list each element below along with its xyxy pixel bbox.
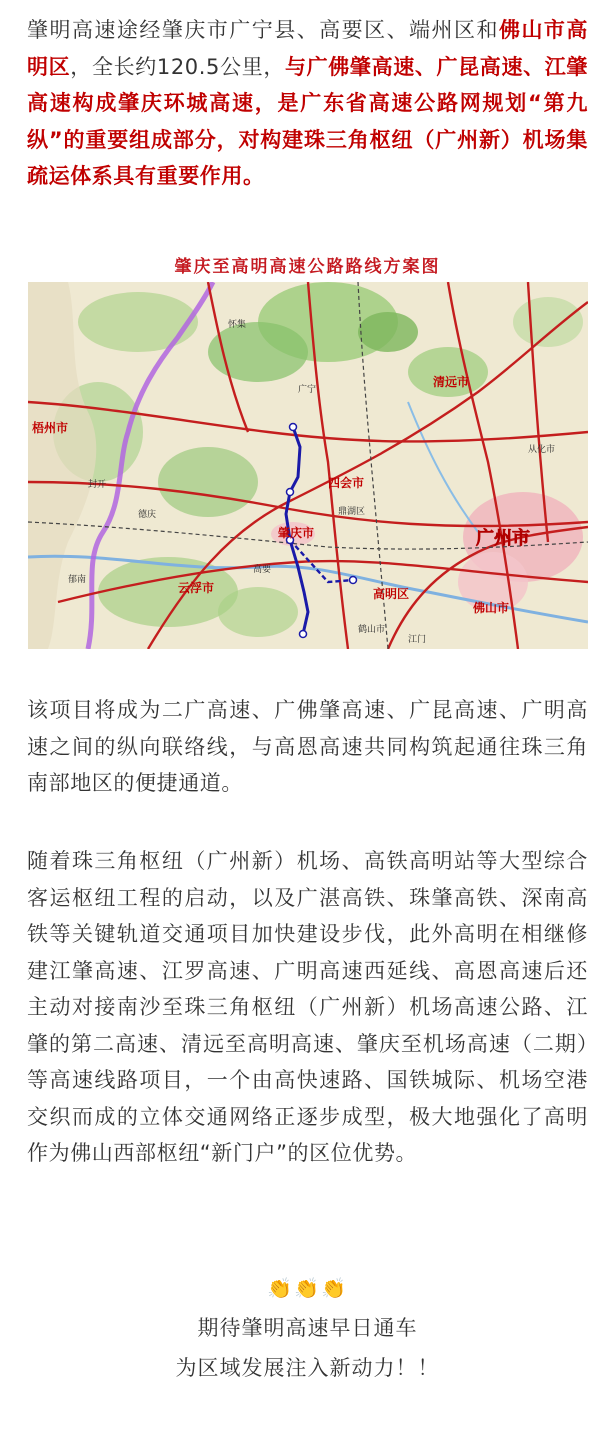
label-yunan: 郁南 [68,575,87,585]
label-sihui: 四会市 [328,476,365,490]
label-yunfu: 云浮市 [178,581,215,595]
label-guangning: 广宁 [298,385,317,395]
label-conghua: 从化市 [528,445,556,455]
label-guangzhou: 广州市 [476,528,530,549]
label-dinghu: 鼎湖区 [338,507,366,517]
label-deqing: 德庆 [138,510,157,520]
intro-text-1: 肇明高速途经肇庆市广宁县、高要区、端州区和 [27,18,499,42]
intro-highlight-ring: 与广佛肇高速、广昆高速、江肇高速构成肇庆环城高速，是广东省高速公路网规划“第九纵”的重要组成部分，对构建珠三角枢纽（广州新）机场集疏运体系具有重要作用。 [27,54,588,188]
intro-paragraph [27,12,588,195]
label-gaoyao: 高要 [253,565,272,575]
label-huaiji: 怀集 [228,320,247,330]
label-foshan: 佛山市 [473,601,510,615]
route-map [28,282,588,649]
closing-line-2: 为区域发展注入新动力！！ [175,1356,440,1380]
transport-network-paragraph: 随着珠三角枢纽（广州新）机场、高铁高明站等大型综合客运枢纽工程的启动，以及广湛高铁、珠肇高铁、深南高铁等关键轨道交通项目加快建设步伐，此外高明在相继修建江肇高速、江罗高速、广明高速西延线、高恩高速后还主动对接南沙至珠三角枢纽（广州新）机场高速公路、江肇的第二高速、清远至高明高速、肇庆至机场高速（二期）等高速线路项目，一个由高快速路、国铁城际、机场空港交织而成的立体交通网络正逐步成型，极大地强化了高明作为佛山西部枢纽“新门户”的区位优势。 [27,849,588,1165]
route-map-svg [28,282,588,649]
map-title: 肇庆至高明高速公路路线方案图 [174,257,441,277]
intro-text-2: ，全长约120.5公里， [70,54,285,79]
label-jiangmen: 江门 [408,635,427,645]
label-gaoming: 高明区 [373,587,410,601]
label-fengkai: 封开 [88,480,107,490]
label-qingyuan: 清远市 [433,375,470,389]
closing-line-1: 期待肇明高速早日通车 [197,1316,418,1340]
label-zhaoqing: 肇庆市 [278,526,315,540]
intro-highlight-gaoming: 佛山市高明区 [27,18,588,79]
connection-paragraph: 该项目将成为二广高速、广佛肇高速、广昆高速、广明高速之间的纵向联络线，与高恩高速共同构筑起通往珠三角南部地区的便捷通道。 [27,698,588,795]
label-wuzhou: 梧州市 [32,421,69,435]
label-heshan: 鹤山市 [358,625,386,635]
clapping-hands-icon: 👏👏👏 [267,1276,348,1300]
